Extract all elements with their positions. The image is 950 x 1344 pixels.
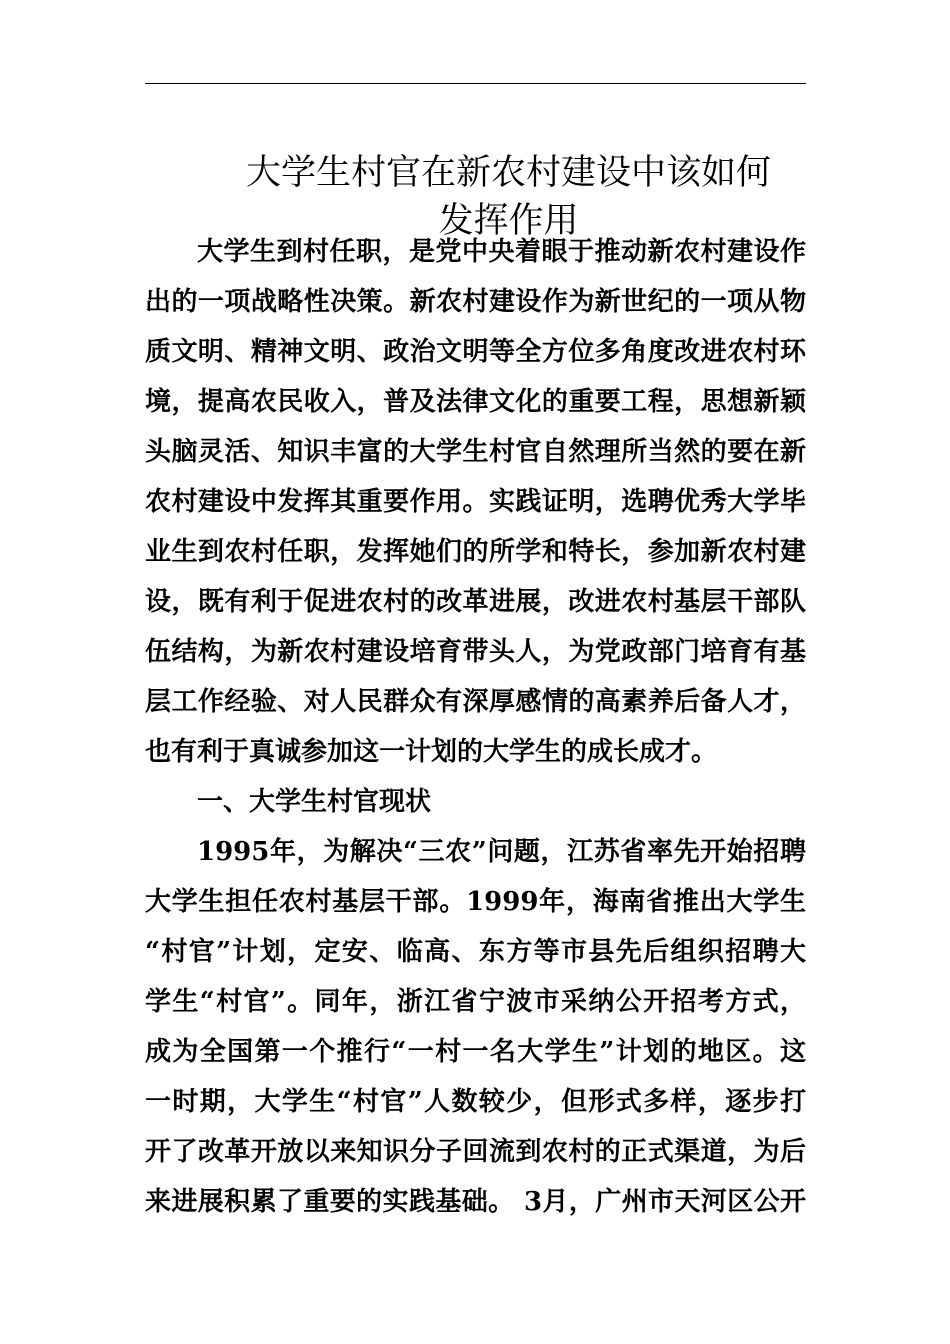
section-heading [145,777,806,827]
text-line: 头脑灵活、知识丰富的大学生村官自然理所当然的要在新 [145,437,806,467]
text-line: 出的一项战略性决策。新农村建设作为新世纪的一项从物 [145,287,806,317]
section-heading-text: 一、大学生村官现状 [197,787,432,817]
text-line: 开了改革开放以来知识分子回流到农村的正式渠道，为后 [145,1137,806,1167]
text-line: 成为全国第一个推行“一村一名大学生”计划的地区。这 [145,1037,806,1067]
text-line: “村官”计划，定安、临高、东方等市县先后组织招聘大 [145,937,806,967]
paragraph-history [145,827,806,1227]
text-line: 也有利于真诚参加这一计划的大学生的成长成才。 [145,737,718,767]
text-line: 伍结构，为新农村建设培育带头人，为党政部门培育有基 [145,637,806,667]
text-line: 大学生到村任职，是党中央着眼于推动新农村建设作 [197,237,806,267]
header-rule [145,83,806,84]
title-line: 大学生村官在新农村建设中该如何 [245,153,771,194]
document-body [145,227,806,1227]
text-line: 来进展积累了重要的实践基础。 3月，广州市天河区公开 [145,1187,806,1217]
text-line: 农村建设中发挥其重要作用。实践证明，选聘优秀大学毕 [145,487,806,517]
paragraph-intro [145,227,806,777]
text-line: 一时期，大学生“村官”人数较少，但形式多样，逐步打 [145,1087,806,1117]
text-line: 境，提高农民收入，普及法律文化的重要工程，思想新颖 [145,387,806,417]
text-line: 学生“村官”。同年，浙江省宁波市采纳公开招考方式， [145,987,806,1017]
text-line: 层工作经验、对人民群众有深厚感情的高素养后备人才， [145,687,806,717]
text-line: 业生到农村任职，发挥她们的所学和特长，参加新农村建 [145,537,806,567]
text-line: 1995年，为解决“三农”问题，江苏省率先开始招聘 [197,837,806,867]
text-line: 大学生担任农村基层干部。1999年，海南省推出大学生 [145,887,806,917]
title-line: 发挥作用 [438,201,579,242]
text-line: 质文明、精神文明、政治文明等全方位多角度改进农村环 [145,337,806,367]
text-line: 设，既有利于促进农村的改革进展，改进农村基层干部队 [145,587,806,617]
